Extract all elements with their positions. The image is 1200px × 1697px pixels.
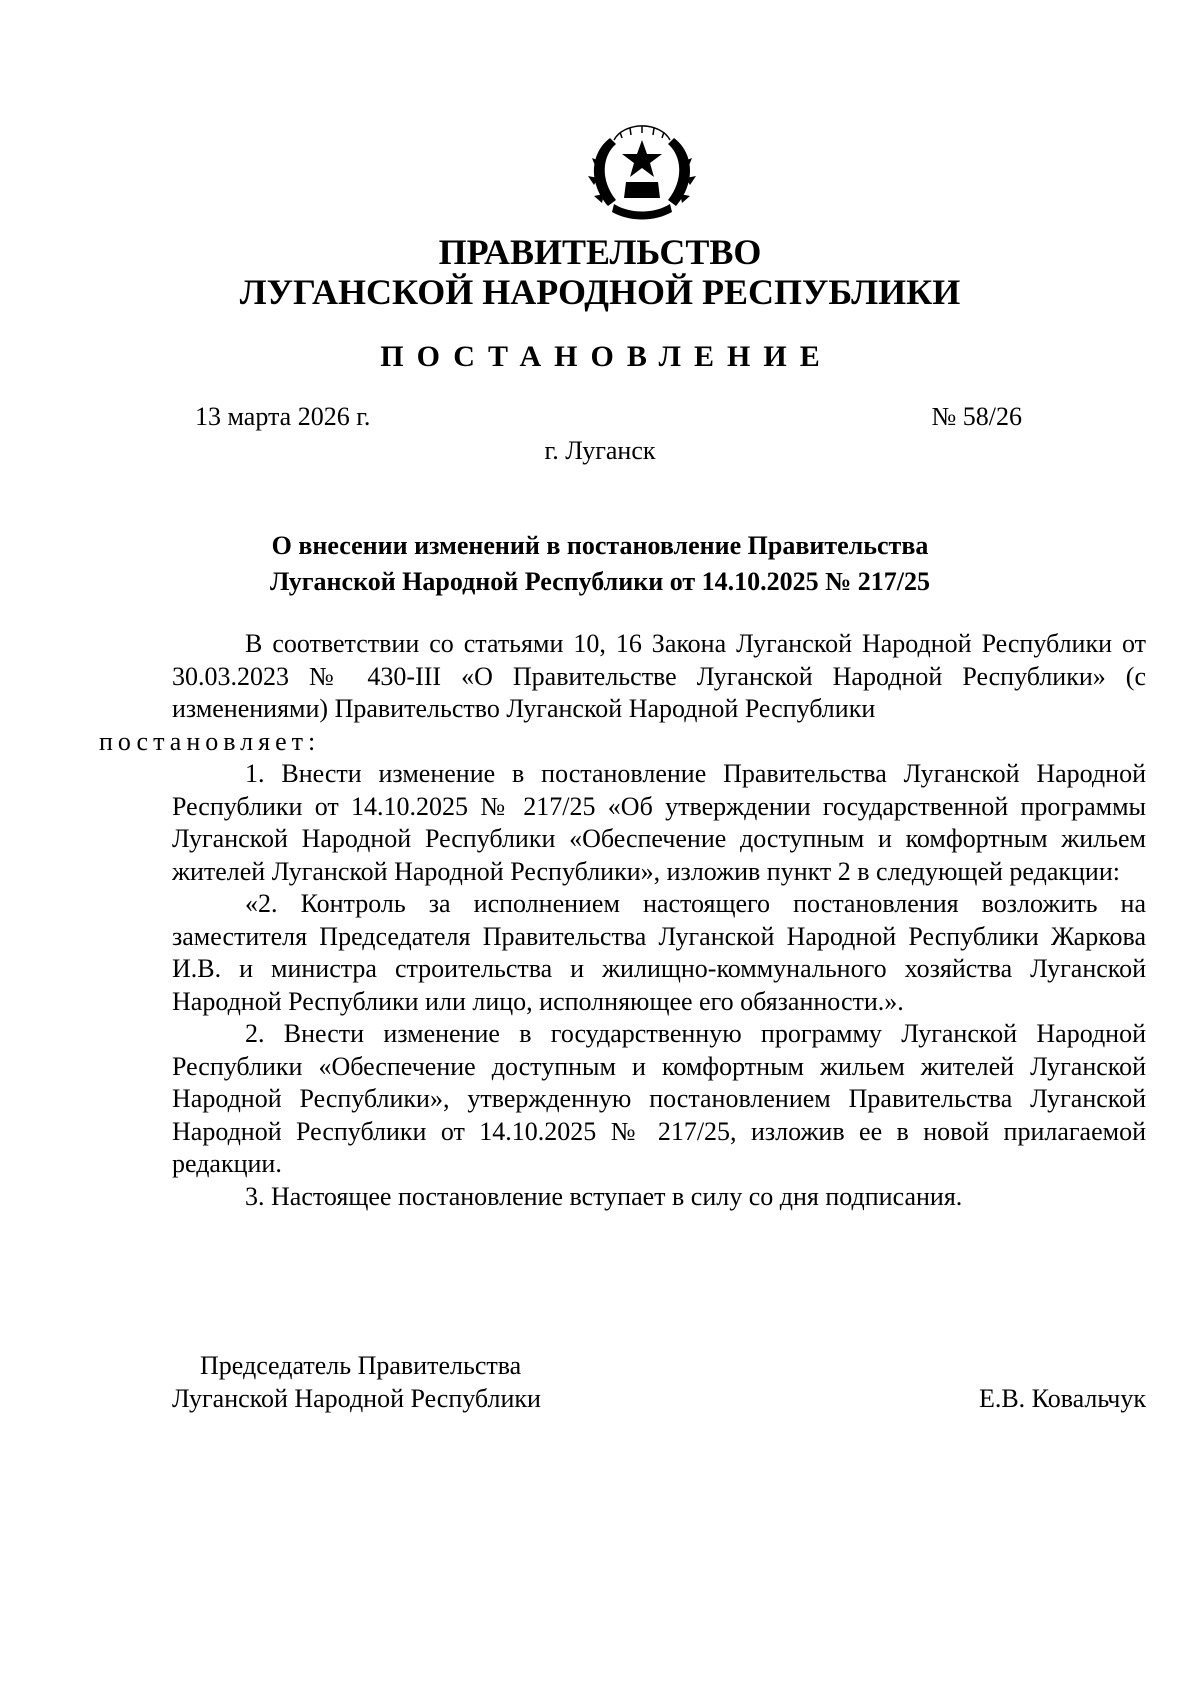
signatory-name: Е.В. Ковальчук	[978, 1384, 1146, 1413]
document-body	[99, 628, 1146, 1213]
signatory-position-line2: Луганской Народной Республики	[172, 1384, 541, 1413]
resolves-word: постановляет:	[99, 726, 321, 756]
signature-block	[172, 1349, 1146, 1415]
preamble-paragraph	[99, 628, 1146, 758]
item-2-paragraph: 2. Внести изменение в государственную программу Луганской Народной Республики «Обеспечение доступным и комфортным жильем жителей Луганской Народной Республики», утвержденную постановлением Правительства Луганской Народной Республики от 14.10.2025 № 217/25, изложив ее в новой прилагаемой редакции.	[172, 1019, 1146, 1178]
item-1-quote-paragraph: «2. Контроль за исполнением настоящего постановления возложить на заместителя Председателя Правительства Луганской Народной Республики Жаркова И.В. и министра строительства и жилищно-коммунального хозяйства Луганской Народной Республики или лицо, исполняющее его обязанности.».	[172, 889, 1146, 1016]
preamble-text: В соответствии со статьями 10, 16 Закона Луганской Народной Республики от 30.03.2023 № 430-III «О Правительстве Луганской Народной Республики» (с изменениями) Правительство Луганской Народной Республики	[172, 629, 1146, 723]
document-subject	[0, 528, 1200, 600]
document-number: № 58/26	[931, 402, 1022, 431]
document-date: 13 марта 2026 г.	[195, 402, 371, 431]
signatory-position-line1: Председатель Правительства	[200, 1351, 522, 1380]
subject-line2: Луганской Народной Республики от 14.10.2025 № 217/25	[270, 567, 930, 596]
state-emblem-icon	[580, 118, 704, 226]
subject-line1: О внесении изменений в постановление Правительства	[271, 531, 929, 560]
government-title-line2: ЛУГАНСКОЙ НАРОДНОЙ РЕСПУБЛИКИ	[239, 272, 961, 312]
document-type: ПОСТАНОВЛЕНИЕ	[380, 340, 833, 373]
item-3-paragraph: 3. Настоящее постановление вступает в силу со дня подписания.	[245, 1181, 963, 1211]
item-1-paragraph: 1. Внести изменение в постановление Правительства Луганской Народной Республики от 14.10.2025 № 217/25 «Об утверждении государственной программы Луганской Народной Республики «Обеспечение доступным и комфортным жильем жителей Луганской Народной Республики», изложив пункт 2 в следующей редакции:	[172, 759, 1146, 886]
government-title-line1: ПРАВИТЕЛЬСТВО	[438, 232, 762, 272]
document-city: г. Луганск	[544, 436, 656, 465]
